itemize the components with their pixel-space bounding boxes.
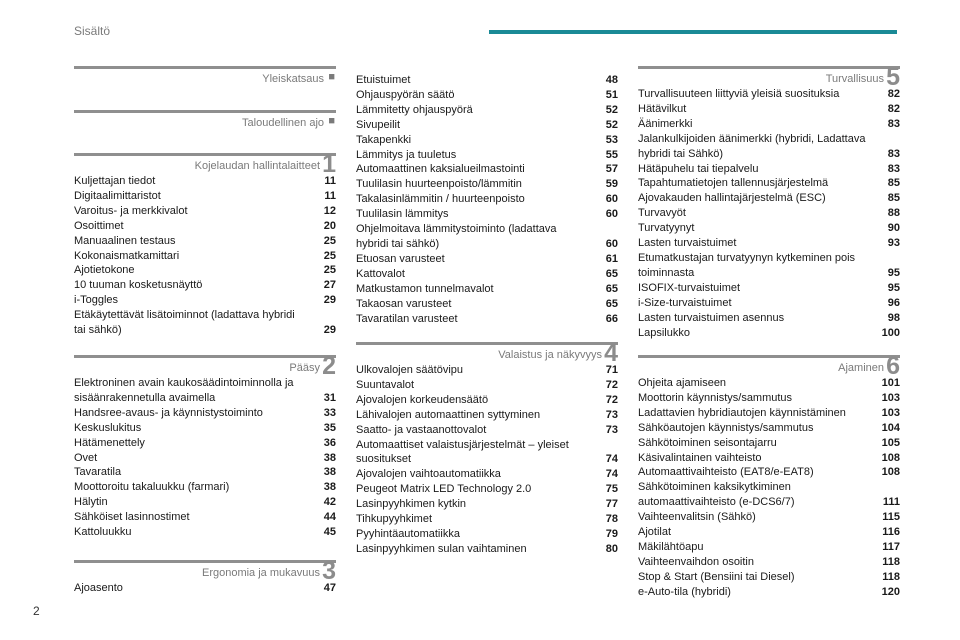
toc-entry-page: 71 [605, 364, 618, 376]
toc-entry[interactable] [356, 482, 618, 497]
toc-entry-page: 44 [323, 511, 336, 524]
toc-entry-page: 88 [887, 207, 900, 220]
toc-entry[interactable] [74, 249, 336, 264]
toc-entry-page: 38 [323, 466, 336, 479]
toc-entry-title: Ajoasento [74, 582, 123, 594]
toc-entry-title: Kattoluukku [74, 526, 132, 539]
section-title: Taloudellinen ajo [242, 117, 324, 129]
toc-entry-title: Sähkötoiminen seisontajarru [638, 436, 777, 449]
section-number: 6 [886, 352, 900, 380]
section-entries [74, 174, 336, 338]
toc-entry[interactable] [356, 207, 618, 222]
toc-entry-page: 101 [881, 377, 900, 389]
toc-entry[interactable] [74, 189, 336, 204]
toc-entry-title: Peugeot Matrix LED Technology 2.0 [356, 483, 532, 496]
toc-entry-title: Moottorin käynnistys/sammutus [638, 391, 793, 404]
section-rule [638, 66, 900, 69]
toc-entry-title: Etäkäytettävät lisätoiminnot (ladattava hybridi tai sähkö) [74, 309, 295, 337]
toc-entry-title: Etuistuimet [356, 74, 411, 86]
toc-entry-page: 31 [323, 391, 336, 404]
toc-entry[interactable] [74, 495, 336, 510]
toc-entry[interactable] [638, 436, 900, 451]
toc-entry-title: Matkustamon tunnelmavalot [356, 282, 494, 295]
toc-entry[interactable] [356, 542, 618, 557]
toc-entry[interactable] [356, 103, 618, 118]
section-heading-eco-driving [74, 110, 336, 134]
toc-entry[interactable] [356, 378, 618, 393]
toc-entry[interactable] [638, 176, 900, 191]
toc-entry[interactable] [74, 278, 336, 293]
toc-entry-page: 111 [882, 496, 900, 509]
toc-entry[interactable] [638, 132, 900, 162]
toc-entry-page: 35 [323, 421, 336, 434]
section-heading-overview [74, 66, 336, 90]
toc-entry[interactable] [74, 293, 336, 308]
toc-entry-title: Digitaalimittaristot [74, 189, 161, 202]
running-header: Sisältö [74, 24, 111, 38]
toc-entry-title: Ulkovalojen säätövipu [356, 364, 464, 376]
toc-entry-title: Lämmitys ja tuuletus [356, 148, 457, 161]
toc-entry-page: 82 [887, 88, 900, 100]
toc-entry[interactable] [74, 525, 336, 540]
toc-entry[interactable] [638, 206, 900, 221]
toc-entry[interactable] [74, 204, 336, 219]
section-entries [74, 581, 336, 596]
toc-entry-title: Osoittimet [74, 219, 124, 232]
toc-entry-page: 73 [605, 423, 618, 436]
toc-entry-page: 72 [605, 393, 618, 406]
section-entries [356, 73, 618, 326]
toc-entry[interactable] [74, 406, 336, 421]
toc-entry[interactable] [356, 73, 618, 88]
toc-entry-title: Sähköautojen käynnistys/sammutus [638, 421, 814, 434]
toc-entry[interactable] [638, 296, 900, 311]
toc-entry[interactable] [356, 192, 618, 207]
toc-entry-page: 85 [887, 192, 900, 205]
toc-entry-page: 118 [882, 555, 900, 568]
toc-entry-page: 75 [605, 483, 618, 496]
toc-entry[interactable] [638, 311, 900, 326]
toc-entry[interactable] [74, 376, 336, 406]
toc-entry-page: 51 [605, 88, 618, 101]
toc-entry[interactable] [638, 221, 900, 236]
section-title: Pääsy [289, 362, 320, 374]
toc-entry-page: 78 [605, 513, 618, 526]
toc-entry-title: Saatto- ja vastaanottovalot [356, 423, 487, 436]
toc-entry-page: 82 [887, 102, 900, 115]
toc-entry[interactable] [74, 234, 336, 249]
toc-entry-title: Vaihteenvaihdon osoitin [638, 555, 754, 568]
toc-entry[interactable] [638, 191, 900, 206]
toc-entry-page: 79 [605, 527, 618, 540]
toc-entry[interactable] [638, 326, 900, 341]
toc-entry[interactable] [356, 297, 618, 312]
toc-entry[interactable] [356, 133, 618, 148]
toc-entry[interactable] [356, 512, 618, 527]
toc-entry[interactable] [356, 118, 618, 133]
section-rule [638, 355, 900, 358]
toc-entry-page: 80 [605, 542, 618, 555]
toc-entry-page: 53 [605, 133, 618, 146]
toc-entry[interactable] [356, 88, 618, 103]
toc-entry[interactable] [356, 527, 618, 542]
toc-entry[interactable] [638, 570, 900, 585]
toc-entry-page: 105 [881, 436, 900, 449]
toc-entry-title: Ajovalojen korkeudensäätö [356, 393, 489, 406]
header-accent-bar [489, 30, 897, 34]
toc-entry-title: Suuntavalot [356, 378, 415, 391]
toc-entry-title: Handsree-avaus- ja käynnistystoiminto [74, 406, 263, 419]
toc-entry-page: 60 [605, 208, 618, 221]
toc-entry-page: 29 [323, 294, 336, 307]
toc-entry-page: 98 [887, 311, 900, 324]
toc-entry-page: 57 [605, 163, 618, 176]
toc-entry-page: 27 [323, 279, 336, 292]
toc-entry[interactable] [74, 480, 336, 495]
toc-entry[interactable] [638, 510, 900, 525]
toc-entry[interactable] [356, 438, 618, 468]
toc-entry-title: Kokonaismatkamittari [74, 249, 180, 262]
section-entries [74, 376, 336, 540]
toc-entry-page: 36 [323, 436, 336, 449]
toc-entry[interactable] [638, 421, 900, 436]
section-number: 4 [604, 339, 618, 367]
toc-entry-page: 20 [323, 219, 336, 232]
toc-entry[interactable] [638, 480, 900, 510]
toc-entry-title: Tuulilasin lämmitys [356, 208, 449, 221]
toc-entry[interactable] [356, 162, 618, 177]
toc-entry-page: 115 [882, 511, 900, 524]
toc-entry-page: 103 [881, 406, 900, 419]
toc-entry-page: 74 [605, 468, 618, 481]
section-rule [74, 66, 336, 69]
toc-entry-page: 74 [605, 453, 618, 466]
toc-entry-page: 95 [887, 266, 900, 279]
toc-entry[interactable] [638, 585, 900, 600]
toc-entry-page: 11 [324, 189, 336, 202]
toc-entry[interactable] [356, 282, 618, 297]
section-number: 1 [322, 150, 336, 178]
toc-entry-title: Keskuslukitus [74, 421, 142, 434]
section-number: 2 [322, 352, 336, 380]
toc-entry-title: Tavaratilan varusteet [356, 312, 458, 325]
toc-entry-title: Sähköiset lasinnostimet [74, 511, 190, 524]
toc-entry-title: Lasten turvaistuimen asennus [638, 311, 785, 324]
section-title: Yleiskatsaus [262, 73, 324, 85]
toc-entry-title: Turvavyöt [638, 207, 686, 220]
toc-entry-page: 120 [881, 585, 900, 598]
section-title: Ergonomia ja mukavuus [201, 567, 320, 579]
toc-entry[interactable] [356, 423, 618, 438]
toc-entry-title: Ajovakauden hallintajärjestelmä (ESC) [638, 192, 826, 205]
toc-entry-title: Jalankulkijoiden äänimerkki (hybridi, Ladattava hybridi tai Sähkö) [638, 132, 866, 160]
section-rule [356, 342, 618, 345]
toc-entry-page: 83 [887, 117, 900, 130]
toc-entry-title: Lasinpyyhkimen kytkin [356, 498, 467, 511]
page-number: 2 [33, 604, 40, 618]
section-bullet: ■ [328, 71, 335, 83]
toc-entry-page: 47 [323, 582, 336, 594]
toc-entry-title: i-Size-turvaistuimet [638, 296, 732, 309]
section-rule [74, 153, 336, 156]
toc-entry-title: Pyyhintäautomatiikka [356, 527, 460, 540]
toc-entry-page: 66 [605, 312, 618, 325]
toc-entry[interactable] [74, 174, 336, 189]
toc-entry-title: Takalasinlämmitin / huurteenpoisto [356, 193, 525, 206]
toc-entry-page: 25 [323, 264, 336, 277]
toc-entry-page: 25 [323, 234, 336, 247]
toc-entry-page: 77 [605, 498, 618, 511]
section-number: 5 [886, 63, 900, 91]
toc-entry-title: e-Auto-tila (hybridi) [638, 585, 731, 598]
toc-entry-title: Hätävilkut [638, 102, 687, 115]
section-entries [638, 376, 900, 600]
toc-entry-page: 38 [323, 451, 336, 464]
toc-entry-title: Sivupeilit [356, 118, 401, 131]
toc-entry-page: 42 [323, 496, 336, 509]
toc-entry-page: 95 [887, 281, 900, 294]
toc-entry-title: Tuulilasin huurteenpoisto/lämmitin [356, 178, 522, 191]
toc-entry[interactable] [638, 540, 900, 555]
toc-entry-title: Lasinpyyhkimen sulan vaihtaminen [356, 542, 527, 555]
toc-entry-page: 93 [887, 237, 900, 250]
toc-entry-title: Ajotietokone [74, 264, 135, 277]
toc-entry[interactable] [74, 510, 336, 525]
toc-entry-page: 59 [605, 178, 618, 191]
toc-entry[interactable] [74, 308, 336, 338]
toc-entry-title: Kattovalot [356, 267, 405, 280]
toc-entry[interactable] [356, 312, 618, 327]
toc-entry[interactable] [74, 465, 336, 480]
toc-entry-page: 117 [882, 540, 900, 553]
toc-entry-title: Ohjauspyörän säätö [356, 88, 455, 101]
toc-entry-title: Lasten turvaistuimet [638, 237, 737, 250]
section-entries [638, 87, 900, 340]
toc-entry-page: 48 [605, 74, 618, 86]
toc-entry-title: Hätäpuhelu tai tiepalvelu [638, 162, 759, 175]
toc-entry-title: Mäkilähtöapu [638, 540, 704, 553]
toc-entry[interactable] [638, 236, 900, 251]
toc-entry-page: 118 [882, 570, 900, 583]
section-title: Valaistus ja näkyvyys [498, 349, 602, 361]
toc-entry-title: Ohjeita ajamiseen [638, 377, 727, 389]
toc-entry-title: Etumatkustajan turvatyynyn kytkeminen pois toiminnasta [638, 251, 856, 279]
toc-entry[interactable] [638, 251, 900, 281]
toc-entry-page: 11 [324, 175, 336, 187]
toc-entry-title: Automaattiset valaistusjärjestelmät – yleiset suositukset [356, 438, 569, 466]
toc-entry-page: 83 [887, 162, 900, 175]
toc-entry-title: Ajovalojen vaihtoautomatiikka [356, 468, 501, 481]
toc-entry-title: Automaattivaihteisto (EAT8/e-EAT8) [638, 466, 814, 479]
toc-entry-title: Lähivalojen automaattinen syttyminen [356, 408, 541, 421]
toc-entry-page: 55 [605, 148, 618, 161]
toc-entry-page: 60 [605, 193, 618, 206]
toc-entry-title: Äänimerkki [638, 117, 693, 130]
toc-entry-page: 108 [881, 466, 900, 479]
toc-entry-title: Vaihteenvalitsin (Sähkö) [638, 511, 756, 524]
section-bullet: ■ [328, 115, 335, 127]
toc-entry[interactable] [356, 222, 618, 252]
toc-entry-title: Tihkupyyhkimet [356, 513, 433, 526]
section-title: Kojelaudan hallintalaitteet [194, 160, 320, 172]
toc-entry-page: 104 [881, 421, 900, 434]
toc-entry[interactable] [638, 391, 900, 406]
toc-entry-page: 85 [887, 177, 900, 190]
toc-entry[interactable] [638, 102, 900, 117]
toc-entry[interactable] [356, 267, 618, 282]
toc-entry-title: Elektroninen avain kaukosäädintoiminnolla ja sisäänrakennetulla avaimella [74, 377, 294, 404]
toc-entry-title: Kuljettajan tiedot [74, 175, 156, 187]
toc-entry-title: Etuosan varusteet [356, 252, 445, 265]
toc-entry-page: 83 [887, 147, 900, 160]
toc-entry[interactable] [356, 252, 618, 267]
toc-entry[interactable] [356, 408, 618, 423]
toc-entry[interactable] [74, 436, 336, 451]
toc-entry[interactable] [74, 219, 336, 234]
toc-entry-title: Hätämenettely [74, 436, 145, 449]
toc-entry[interactable] [356, 467, 618, 482]
toc-entry-page: 52 [605, 103, 618, 116]
toc-entry-page: 38 [323, 481, 336, 494]
section-title: Turvallisuus [825, 73, 884, 85]
toc-entry-title: 10 tuuman kosketusnäyttö [74, 279, 203, 292]
toc-entry-title: Käsivalintainen vaihteisto [638, 451, 762, 464]
section-rule [74, 355, 336, 358]
toc-entry-title: Varoitus- ja merkkivalot [74, 204, 188, 217]
section-rule [74, 560, 336, 563]
toc-entry-page: 29 [323, 324, 336, 337]
toc-entry-title: Automaattinen kaksialueilmastointi [356, 163, 525, 176]
toc-entry-page: 72 [605, 378, 618, 391]
toc-entry-page: 116 [882, 526, 900, 539]
toc-entry-title: Sähkötoiminen kaksikytkiminen automaattivaihteisto (e-DCS6/7) [638, 481, 795, 509]
section-number: 3 [322, 557, 336, 585]
toc-entry-page: 65 [605, 267, 618, 280]
toc-entry[interactable] [356, 177, 618, 192]
toc-entry[interactable] [638, 117, 900, 132]
toc-entry[interactable] [638, 555, 900, 570]
toc-entry-page: 103 [881, 391, 900, 404]
toc-entry-title: Ohjelmoitava lämmitystoiminto (ladattava hybridi tai sähkö) [356, 223, 557, 250]
toc-entry[interactable] [74, 263, 336, 278]
toc-entry[interactable] [638, 162, 900, 177]
toc-entry[interactable] [638, 406, 900, 421]
toc-entry-page: 90 [887, 222, 900, 235]
toc-entry-page: 33 [323, 406, 336, 419]
toc-entry-page: 65 [605, 297, 618, 310]
toc-entry-title: Ladattavien hybridiautojen käynnistäminen [638, 406, 846, 419]
toc-entry-page: 65 [605, 282, 618, 295]
toc-entry-title: Takapenkki [356, 133, 412, 146]
toc-entry-title: ISOFIX-turvaistuimet [638, 281, 741, 294]
toc-entry-title: Hälytin [74, 496, 108, 509]
toc-entry-page: 61 [605, 252, 618, 265]
toc-entry[interactable] [74, 581, 336, 596]
toc-entry-page: 100 [881, 326, 900, 339]
toc-entry-title: Ajotilat [638, 526, 672, 539]
toc-entry-title: Lapsilukko [638, 326, 690, 339]
toc-entry[interactable] [638, 465, 900, 480]
toc-entry-title: Tavaratila [74, 466, 122, 479]
toc-entry-title: Lämmitetty ohjauspyörä [356, 103, 473, 116]
toc-entry-page: 96 [887, 296, 900, 309]
toc-entry-title: Turvallisuuteen liittyviä yleisiä suosituksia [638, 88, 840, 100]
toc-entry-page: 52 [605, 118, 618, 131]
toc-entry-page: 108 [881, 451, 900, 464]
toc-entry-title: Takaosan varusteet [356, 297, 452, 310]
toc-entry[interactable] [638, 281, 900, 296]
section-entries [356, 363, 618, 557]
toc-entry[interactable] [356, 363, 618, 378]
toc-entry-title: Moottoroitu takaluukku (farmari) [74, 481, 230, 494]
toc-entry-title: Stop & Start (Bensiini tai Diesel) [638, 570, 795, 583]
toc-entry-title: i-Toggles [74, 294, 119, 307]
toc-entry-page: 73 [605, 408, 618, 421]
toc-entry-title: Manuaalinen testaus [74, 234, 176, 247]
toc-entry[interactable] [638, 525, 900, 540]
toc-entry-page: 60 [605, 237, 618, 250]
toc-entry[interactable] [638, 376, 900, 391]
toc-entry[interactable] [74, 451, 336, 466]
toc-entry[interactable] [356, 393, 618, 408]
toc-entry[interactable] [356, 148, 618, 163]
toc-entry-page: 25 [323, 249, 336, 262]
toc-entry[interactable] [356, 497, 618, 512]
toc-entry-title: Ovet [74, 451, 98, 464]
toc-entry-title: Tapahtumatietojen tallennusjärjestelmä [638, 177, 829, 190]
toc-entry-page: 12 [323, 204, 336, 217]
section-title: Ajaminen [838, 362, 884, 374]
toc-entry[interactable] [638, 451, 900, 466]
toc-entry-page: 45 [323, 526, 336, 539]
toc-entry[interactable] [74, 421, 336, 436]
section-rule [74, 110, 336, 113]
toc-entry-title: Turvatyynyt [638, 222, 695, 235]
toc-entry[interactable] [638, 87, 900, 102]
